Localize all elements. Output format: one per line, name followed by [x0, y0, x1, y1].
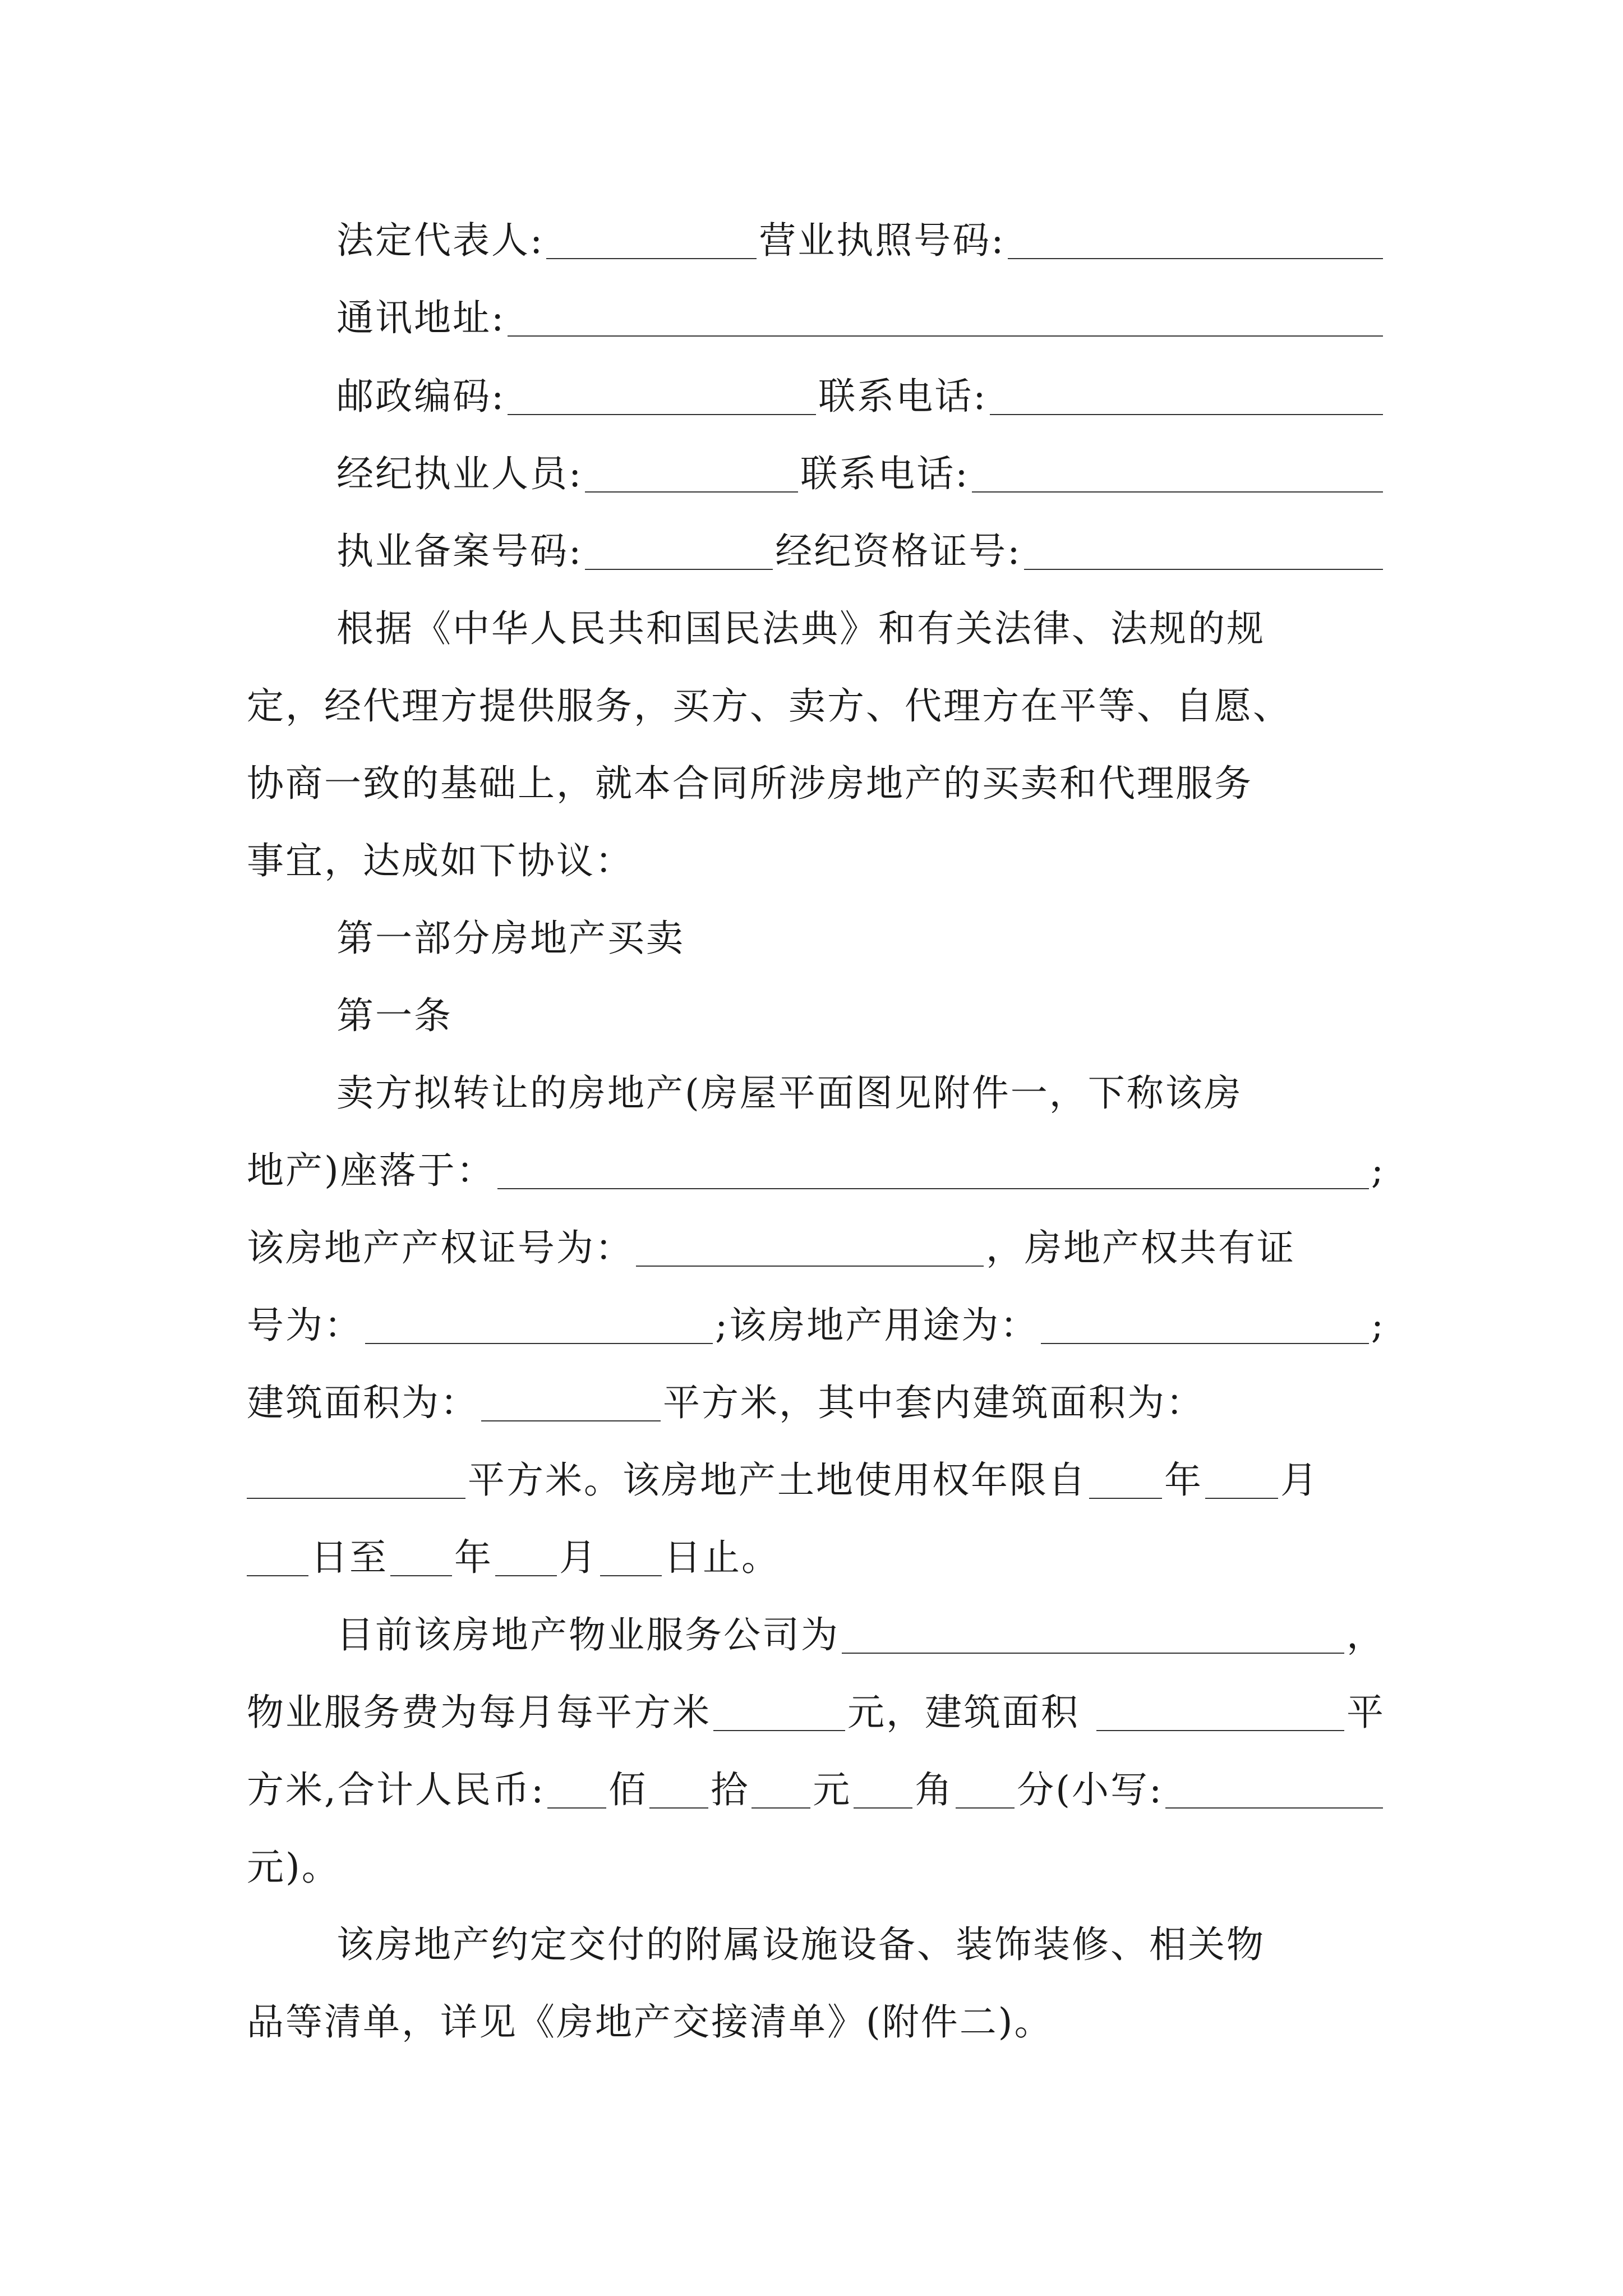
article1-line-7 — [247, 1531, 1385, 1579]
agent-person-row — [336, 448, 1385, 493]
postcode-blank — [508, 381, 816, 415]
day-end-label: 日止。 — [664, 1536, 780, 1579]
filing-blank — [585, 536, 773, 570]
preamble-line-2 — [247, 680, 1385, 728]
end-year-blank — [390, 1543, 452, 1576]
preamble-text-3: 协商一致的基础上，就本合同所涉房地产的买卖和代理服务 — [247, 762, 1253, 805]
fen-blank — [956, 1775, 1015, 1809]
fee-label: 物业服务费为每月每平方米 — [247, 1691, 711, 1734]
legal-rep-row — [336, 214, 1385, 262]
property-line-2 — [247, 1686, 1385, 1734]
appendix-line-2 — [247, 1996, 1385, 2044]
certificate-label: 该房地产产权证号为： — [247, 1226, 634, 1269]
area-label: 建筑面积为： — [247, 1381, 479, 1424]
semicolon: ; — [1371, 1149, 1385, 1192]
phone-blank-2 — [972, 459, 1384, 493]
property-area-label: 元，建筑面积 — [847, 1691, 1080, 1734]
appendix-text-2: 品等清单，详见《房地产交接清单》(附件二)。 — [247, 2000, 1053, 2044]
property-line-3 — [247, 1764, 1385, 1809]
agent-person-blank — [585, 459, 798, 493]
appendix-line-1 — [336, 1918, 1385, 1966]
agent-person-label: 经纪执业人员: — [336, 452, 583, 495]
certificate-blank — [636, 1233, 984, 1267]
article1-text-1: 卖方拟转让的房地产(房屋平面图见附件一，下称该房 — [336, 1071, 1243, 1115]
preamble-line-4 — [247, 835, 1385, 880]
property-line-1 — [336, 1609, 1385, 1657]
address-blank — [508, 303, 1383, 337]
location-blank — [497, 1156, 1369, 1189]
lowercase-amount-blank — [1165, 1775, 1383, 1809]
month-label: 月 — [1280, 1458, 1319, 1502]
license-blank — [1008, 226, 1384, 259]
preamble-line-3 — [247, 757, 1385, 805]
legal-rep-label: 法定代表人: — [336, 219, 545, 262]
phone-label-1: 联系电话: — [818, 375, 988, 418]
appendix-text-1: 该房地产约定交付的附属设施设备、装饰装修、相关物 — [336, 1923, 1265, 1966]
yuan-close-label: 元)。 — [247, 1846, 340, 1889]
article1-line-6 — [247, 1454, 1385, 1502]
co-own-number-label: 号为： — [247, 1304, 363, 1347]
inner-area-label: 平方米，其中套内建筑面积为： — [663, 1381, 1205, 1424]
shi-blank — [649, 1775, 708, 1809]
article1-line-3 — [247, 1222, 1385, 1267]
usage-label: ;该房地产用途为： — [715, 1304, 1039, 1347]
day-to-label: 日至 — [311, 1536, 388, 1579]
co-own-number-blank — [365, 1310, 713, 1344]
location-label: 地产)座落于： — [247, 1149, 495, 1192]
land-term-label: 平方米。该房地产土地使用权年限自 — [468, 1458, 1087, 1502]
article-title — [336, 990, 1385, 1037]
start-day-blank — [247, 1543, 308, 1576]
fen-label: 分(小写: — [1017, 1768, 1164, 1811]
fee-blank — [713, 1697, 845, 1731]
bai-label: 佰 — [608, 1768, 648, 1811]
address-row — [336, 292, 1385, 337]
property-company-blank — [842, 1620, 1344, 1654]
license-label: 营业执照号码: — [759, 219, 1006, 262]
area-blank — [481, 1388, 661, 1421]
qualification-label: 经纪资格证号: — [775, 530, 1022, 573]
phone-label-2: 联系电话: — [800, 452, 970, 495]
preamble-text-4: 事宜，达成如下协议： — [247, 839, 634, 882]
total-label: 方米,合计人民币: — [247, 1768, 546, 1811]
preamble-text-2: 定，经代理方提供服务，买方、卖方、代理方在平等、自愿、 — [247, 684, 1292, 728]
comma: ， — [1347, 1613, 1385, 1657]
end-month-blank — [495, 1543, 557, 1576]
postcode-label: 邮政编码: — [336, 375, 506, 418]
qualification-blank — [1024, 536, 1384, 570]
bai-blank — [547, 1775, 606, 1809]
month-label: 月 — [559, 1536, 598, 1579]
article-title-text: 第一条 — [336, 994, 453, 1037]
start-month-blank — [1205, 1465, 1278, 1499]
part-title-text: 第一部分房地产买卖 — [336, 917, 685, 960]
legal-rep-blank — [546, 226, 757, 259]
filing-label: 执业备案号码: — [336, 530, 583, 573]
yuan-label: 元 — [813, 1768, 852, 1811]
inner-area-blank — [247, 1465, 465, 1499]
filing-row — [336, 525, 1385, 573]
phone-blank-1 — [990, 381, 1384, 415]
preamble-text-1: 根据《中华人民共和国民法典》和有关法律、法规的规 — [336, 607, 1265, 650]
ping-label: 平 — [1347, 1691, 1385, 1734]
co-own-label: ，房地产权共有证 — [986, 1226, 1295, 1269]
shi-label: 拾 — [711, 1768, 750, 1811]
article1-line-2 — [247, 1144, 1385, 1192]
jiao-blank — [854, 1775, 912, 1809]
usage-blank — [1041, 1310, 1369, 1344]
year-label: 年 — [1164, 1458, 1203, 1502]
property-line-4 — [247, 1841, 1385, 1889]
article1-line-5 — [247, 1377, 1385, 1424]
postcode-row — [336, 370, 1385, 418]
article1-line-4 — [247, 1299, 1385, 1347]
property-company-label: 目前该房地产物业服务公司为 — [336, 1613, 840, 1657]
article1-line-1 — [336, 1067, 1385, 1115]
property-area-blank — [1096, 1697, 1344, 1731]
start-year-blank — [1089, 1465, 1162, 1499]
yuan-blank — [751, 1775, 810, 1809]
semicolon: ; — [1371, 1304, 1385, 1347]
end-day-blank — [600, 1543, 662, 1576]
jiao-label: 角 — [915, 1768, 954, 1811]
preamble-line-1 — [336, 602, 1385, 650]
address-label: 通讯地址: — [336, 296, 506, 339]
part-title — [336, 912, 1385, 960]
year-label: 年 — [454, 1536, 493, 1579]
